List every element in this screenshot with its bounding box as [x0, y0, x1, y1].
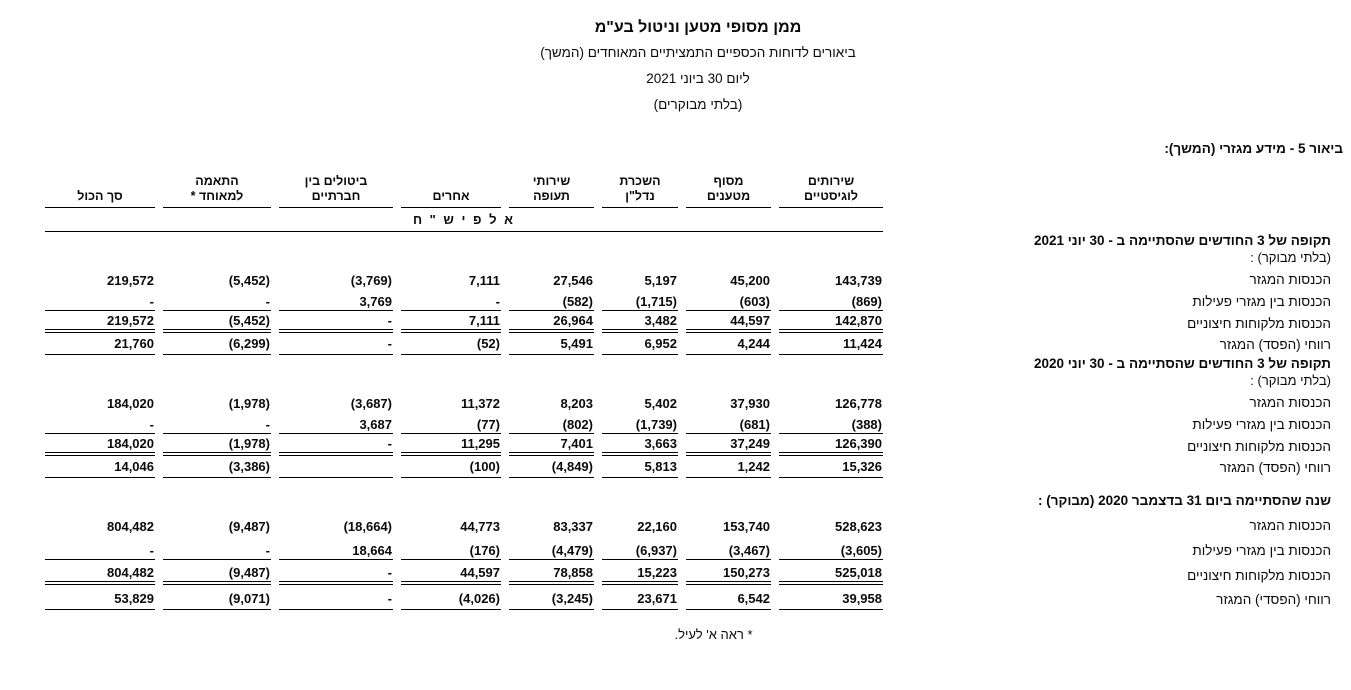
- column-header-total: סך הכול: [45, 164, 155, 208]
- value-cell: 7,401: [509, 434, 594, 456]
- table-row: [45, 267, 1331, 289]
- label-column-header: [891, 164, 1331, 208]
- value-cell: (5,452): [228, 273, 270, 288]
- table-row: [45, 333, 1331, 355]
- value-cell: 37,249: [686, 434, 771, 456]
- table-row: [45, 311, 1331, 333]
- row-label: רווחי (הפסד) המגזר: [1219, 337, 1331, 352]
- empty-cells: [45, 250, 883, 267]
- value-cell: (9,487): [228, 519, 270, 534]
- column-header-others: אחרים: [401, 164, 501, 208]
- value-cell: 37,930: [730, 396, 770, 411]
- row-label: הכנסות מלקוחות חיצוניים: [1187, 568, 1331, 583]
- value-cell: 3,769: [279, 289, 393, 311]
- value-cell: (3,467): [686, 535, 771, 560]
- section-title: תקופה של 3 החודשים שהסתיימה ב - 30 יוני 2020: [1033, 356, 1331, 371]
- value-cell: 7,111: [468, 273, 500, 288]
- value-cell: 184,020: [107, 396, 154, 411]
- value-cell: (681): [686, 412, 771, 434]
- value-cell: 8,203: [560, 396, 593, 411]
- row-label: רווחי (הפסד) המגזר: [1219, 460, 1331, 475]
- value-cell: (582): [509, 289, 594, 311]
- value-cell: -: [45, 412, 155, 434]
- spacer-cell: [45, 478, 1331, 492]
- section-subtitle-row: [45, 250, 1331, 267]
- value-cell: (4,849): [509, 456, 594, 478]
- table-row: [45, 510, 1331, 535]
- value-cell: (4,479): [509, 535, 594, 560]
- value-cell: (603): [686, 289, 771, 311]
- table-row: [45, 289, 1331, 311]
- value-cell: 5,813: [602, 456, 678, 478]
- value-cell: 804,482: [45, 560, 155, 585]
- row-label: הכנסות המגזר: [1249, 272, 1331, 287]
- column-header-logistics: שירותים לוגיסטיים: [779, 164, 883, 208]
- value-cell: -: [401, 289, 501, 311]
- row-label: רווחי (הפסדי) המגזר: [1216, 592, 1331, 607]
- value-cell: (6,299): [163, 333, 271, 355]
- value-cell: -: [279, 434, 393, 456]
- value-cell: 5,491: [509, 333, 594, 355]
- footnote: * ראה א' לעיל.: [674, 627, 753, 642]
- empty-cells: [45, 355, 883, 373]
- audit-status: (בלתי מבוקרים): [653, 97, 743, 112]
- value-cell: -: [45, 289, 155, 311]
- value-cell: (176): [401, 535, 501, 560]
- value-cell: 23,671: [602, 585, 678, 610]
- value-cell: 153,740: [723, 519, 770, 534]
- value-cell: (18,664): [343, 519, 392, 534]
- column-header-aviation-services: שירותי תעופה: [509, 164, 594, 208]
- value-cell: (388): [779, 412, 883, 434]
- note-title: ביאור 5 - מידע מגזרי (המשך):: [1164, 141, 1343, 156]
- value-cell: 78,858: [509, 560, 594, 585]
- value-cell: 5,197: [644, 273, 677, 288]
- value-cell: 219,572: [107, 273, 154, 288]
- value-cell: 126,778: [835, 396, 882, 411]
- value-cell: 6,542: [686, 585, 771, 610]
- units-label: א ל פ י ש " ח: [45, 208, 883, 232]
- value-cell: 143,739: [835, 273, 882, 288]
- value-cell: (77): [401, 412, 501, 434]
- value-cell: 15,223: [602, 560, 678, 585]
- value-cell: -: [163, 289, 271, 311]
- value-cell: (100): [401, 456, 501, 478]
- value-cell: 26,964: [509, 311, 594, 333]
- value-cell: (9,487): [163, 560, 271, 585]
- value-cell: 14,046: [45, 456, 155, 478]
- value-cell: 219,572: [45, 311, 155, 333]
- report-subtitle: ביאורים לדוחות הכספיים התמציתיים המאוחדים (המשך): [540, 45, 856, 60]
- row-label: הכנסות מלקוחות חיצוניים: [1187, 439, 1331, 454]
- table-row: [45, 412, 1331, 434]
- value-cell: (802): [509, 412, 594, 434]
- value-cell: (1,978): [163, 434, 271, 456]
- value-cell: (1,715): [602, 289, 678, 311]
- value-cell: 11,372: [460, 396, 500, 411]
- value-cell: (5,452): [163, 311, 271, 333]
- value-cell: 3,482: [602, 311, 678, 333]
- value-cell: (4,026): [401, 585, 501, 610]
- table-row: [45, 390, 1331, 412]
- table-row: [45, 560, 1331, 585]
- value-cell: (3,245): [509, 585, 594, 610]
- value-cell: 44,597: [686, 311, 771, 333]
- value-cell: (6,937): [602, 535, 678, 560]
- row-label: הכנסות בין מגזרי פעילות: [1192, 543, 1331, 558]
- value-cell: 11,424: [779, 333, 883, 355]
- value-cell: 44,773: [460, 519, 500, 534]
- column-header-realestate-rental: השכרת נדל"ן: [602, 164, 678, 208]
- value-cell: 18,664: [279, 535, 393, 560]
- value-cell: 83,337: [553, 519, 593, 534]
- units-row-label-spacer: [891, 208, 1331, 232]
- column-header-intercompany-eliminations: ביטולים בין חברתיים: [279, 164, 393, 208]
- value-cell: 15,326: [779, 456, 883, 478]
- column-header-cargo-terminal: מסוף מטענים: [686, 164, 771, 208]
- value-cell: 53,829: [45, 585, 155, 610]
- value-cell: 6,952: [602, 333, 678, 355]
- value-cell: 45,200: [730, 273, 770, 288]
- value-cell: 44,597: [401, 560, 501, 585]
- section-title-row: [45, 232, 1331, 250]
- table-body: [45, 232, 1331, 610]
- value-cell: -: [279, 333, 393, 355]
- value-cell: [279, 456, 393, 478]
- document-header: [45, 0, 1351, 118]
- value-cell: -: [279, 311, 393, 333]
- value-cell: -: [279, 585, 393, 610]
- value-cell: 39,958: [779, 585, 883, 610]
- section-subtitle-row: [45, 373, 1331, 390]
- value-cell: -: [163, 412, 271, 434]
- segment-table: [37, 164, 1339, 610]
- value-cell: (3,605): [779, 535, 883, 560]
- value-cell: 5,402: [644, 396, 677, 411]
- value-cell: 126,390: [779, 434, 883, 456]
- value-cell: 3,687: [279, 412, 393, 434]
- value-cell: 142,870: [779, 311, 883, 333]
- section-title-row: [45, 492, 1331, 510]
- section-subtitle: (בלתי מבוקר) :: [1250, 373, 1331, 388]
- value-cell: -: [279, 560, 393, 585]
- value-cell: -: [45, 535, 155, 560]
- value-cell: (3,687): [350, 396, 392, 411]
- value-cell: 7,111: [401, 311, 501, 333]
- company-title: ממן מסופי מטען וניטול בע"מ: [594, 19, 802, 36]
- header-row: [45, 164, 1331, 208]
- row-label: הכנסות בין מגזרי פעילות: [1192, 417, 1331, 432]
- value-cell: 21,760: [45, 333, 155, 355]
- empty-cells: [45, 232, 883, 250]
- value-cell: 804,482: [107, 519, 154, 534]
- value-cell: (1,739): [602, 412, 678, 434]
- value-cell: (1,978): [228, 396, 270, 411]
- value-cell: (9,071): [163, 585, 271, 610]
- row-label: הכנסות מלקוחות חיצוניים: [1187, 316, 1331, 331]
- section-title: תקופה של 3 החודשים שהסתיימה ב - 30 יוני 2021: [1033, 233, 1331, 248]
- value-cell: 4,244: [686, 333, 771, 355]
- row-label: הכנסות בין מגזרי פעילות: [1192, 294, 1331, 309]
- table-row: [45, 585, 1331, 610]
- row-label: הכנסות המגזר: [1249, 395, 1331, 410]
- table-row: [45, 535, 1331, 560]
- value-cell: 184,020: [45, 434, 155, 456]
- value-cell: (869): [779, 289, 883, 311]
- value-cell: 3,663: [602, 434, 678, 456]
- value-cell: 1,242: [686, 456, 771, 478]
- value-cell: -: [163, 535, 271, 560]
- section-subtitle: (בלתי מבוקר) :: [1250, 250, 1331, 265]
- value-cell: (52): [401, 333, 501, 355]
- value-cell: 22,160: [637, 519, 677, 534]
- value-cell: 150,273: [686, 560, 771, 585]
- value-cell: 525,018: [779, 560, 883, 585]
- section-title-row: [45, 355, 1331, 373]
- value-cell: (3,769): [350, 273, 392, 288]
- report-date: ליום 30 ביוני 2021: [646, 71, 750, 86]
- table-head: [45, 164, 1331, 232]
- empty-cells: [45, 492, 883, 510]
- value-cell: 11,295: [401, 434, 501, 456]
- table-row: [45, 434, 1331, 456]
- column-header-consolidation-adjustment: התאמה למאוחד *: [163, 164, 271, 208]
- section-title: שנה שהסתיימה ביום 31 בדצמבר 2020 (מבוקר) :: [1037, 493, 1331, 508]
- value-cell: (3,386): [163, 456, 271, 478]
- value-cell: 528,623: [835, 519, 882, 534]
- value-cell: 27,546: [553, 273, 593, 288]
- table-row: [45, 456, 1331, 478]
- row-label: הכנסות המגזר: [1249, 518, 1331, 533]
- empty-cells: [45, 373, 883, 390]
- section-spacer: [45, 478, 1331, 492]
- units-row: [45, 208, 1331, 232]
